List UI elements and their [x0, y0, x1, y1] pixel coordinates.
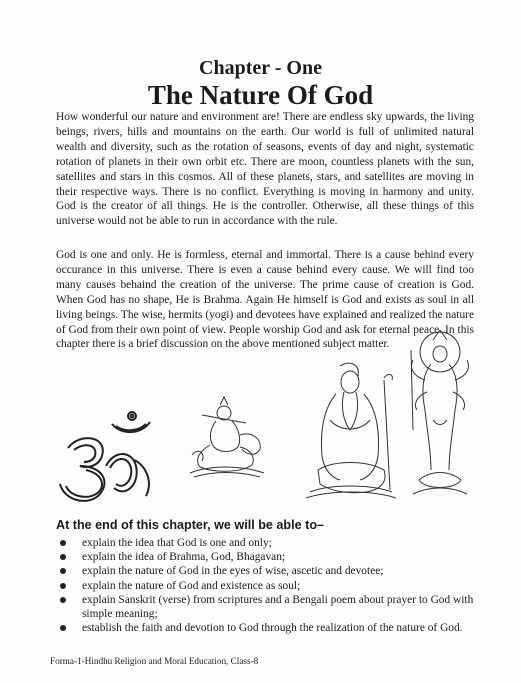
god-paragraph: God is one and only. He is formless, eternal and immortal. There is a cause behind every occurance in this universe. There is even a cause behind every cause. We will find too many causes behaind the creation of the universe. The prime cause of creation is God. When God has no shape, He is Brahma. Again He himself is God and exists as soul in all living beings. The wise, hermits (yogi) and devotees have explained and realized the nature of God from their own point of view. People worship God and ask for eternal peace. In this chapter there is a brief discussion on the above mentioned subject matter.	[56, 249, 474, 351]
bullet-icon	[60, 540, 66, 546]
bullet-icon	[60, 625, 66, 631]
objective-text: explain Sanskrit (verse) from scriptures and a Bengali poem about prayer to God with simple meaning;	[82, 593, 474, 621]
objectives-heading: At the end of this chapter, we will be able to–	[56, 518, 325, 532]
objective-item	[56, 550, 476, 564]
objective-text: explain the nature of God in the eyes of wise, ascetic and devotee;	[82, 565, 384, 578]
objective-text: explain the idea of Brahma, God, Bhagavan;	[82, 551, 286, 564]
bullet-icon	[60, 568, 66, 574]
objective-item	[56, 593, 476, 621]
chapter-title: The Nature Of God	[147, 80, 374, 110]
objective-item	[56, 621, 476, 635]
intro-paragraph: How wonderful our nature and environment are! There are endless sky upwards, the living beings, rivers, hills and mountains on the earth. Our world is full of unlimited natural wealth and diversity, such as the rotation of seasons, events of day and night, systematic rotation of planets in their own orbit etc. There are moon, countless planets with the sun, satellites and stars in this cosmos. All of these planets, stars, and satellites are moving in their respective ways. There is no conflict. Everything is moving in harmony and unity. God is the creator of all things. He is the controller. Otherwise, all these things of this universe would not be able to run in accordance with the rule.	[56, 111, 474, 228]
om-symbol-illustration	[50, 410, 165, 510]
objective-item	[56, 564, 476, 578]
bullet-icon	[60, 554, 66, 560]
bullet-icon	[60, 583, 66, 589]
objective-item	[56, 579, 476, 593]
objective-text: establish the faith and devotion to God through the realization of the nature of God.	[82, 622, 463, 635]
chapter-label: Chapter - One	[199, 57, 322, 79]
objective-item	[56, 536, 476, 550]
objectives-list	[56, 536, 476, 635]
deity-illustration	[405, 330, 475, 500]
page-footer: Forma-1-Hindhu Religion and Moral Education, Class-8	[50, 656, 259, 666]
bullet-icon	[60, 597, 66, 603]
objective-text: explain the nature of God and existence as soul;	[82, 579, 301, 592]
krishna-illustration	[180, 395, 275, 480]
sage-illustration	[300, 360, 400, 500]
objective-text: explain the idea that God is one and only;	[82, 537, 272, 549]
